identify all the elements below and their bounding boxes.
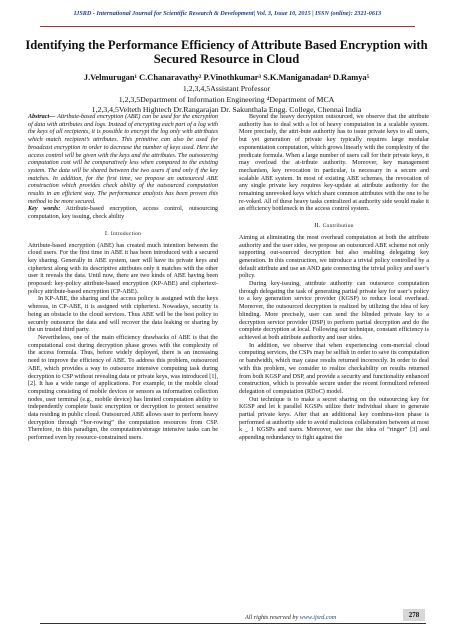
right-column [239,114,429,443]
keywords [28,206,218,221]
journal-url-link[interactable]: www.ijsrd.com [299,614,337,621]
body-paragraph: In addition, we observe that when experiencing com-mercial cloud computing services, the CSPs may be selfish in order to save its computation or bandwidth, which may cause results returned incorrectly. In order to deal with this problem, we consider to realize checkability on results returned from both KGSP and DSP, and provide a security and functionality enhanced construction, which is provable secure under the recent formulized refereed delegation of computation (RDoC) model. [239,342,429,395]
abstract-text: Attribute-based encryption (ABE) can be used for the encryption of data with attributes and logs. Instead of encrypting each part of a log with the keys of all recipients, it is possible to encrypt the log only with attributes which match recipient’s attributes. This primitive can also be used for broadcast encryption in order to decrease the number of keys used. Here the access control will be given with the keys and the attributes. The outsourcing computation cost will be comparatively less when compared to the existing system. The data will be shared between the two users if and only if the key matches. In addition, for the first time, we propose an outsourced ABE construction which provides check ability of the outsourced computation results in an efficient way. The performance analysis has been proven this method to be more secured. [28,114,218,205]
author-list: J.Velmurugan¹ C.Chanaravathy² P.Vinothkumar³ S.K.Maniganadan⁴ D.Ramya⁵ [83,73,370,82]
affiliation-line: 1,2,3,5Department of Information Engineering ⁴Department of MCA [118,94,335,104]
body-paragraph: Beyond the heavy decryption outsourced, we observe that the attribute authority has to deal with a lot of heavy computation in a scalable system. More precisely, the attri-bute authority has to issue private keys to all users, but yet generation of private key typically requires large modular exponentiation computation, which grows linearly with the complexity of the predicate formula. When a large number of users call for their private keys, it may overload the at-tribute authority. Moreover, key management mechanism, key revocation in particular, is necessary in a secure and scalable ABE system. In most of existing ABE schemes, the revocation of any single private key requires key-update at attribute authority for the remaining unrevoked keys which share common attributes with the one to be re-voked. All of these heavy tasks centralized at authority side would make it an efficiency bottleneck in the access control system. [239,114,429,213]
keywords-label: Key words: [28,206,61,213]
page-number: 278 [403,609,425,621]
left-column [28,114,218,443]
section-title: Introduction [110,230,142,237]
keywords-text: Attribute-based encryption, access control, outsourcing computation, key issuing, check ability [28,206,218,221]
journal-header [40,8,415,27]
body-paragraph: Attribute-based encryption (ABE) has created much intention between the cloud users. For the first time in ABE it has been introduced with a secured key sharing. Generally in ABE system, user will have its private keys and ciphertext along with its descriptive attributes only it matches with the other user it reveals the data. Until now, there are two kinds of ABE having been proposed: key-policy attribute-based encryption (KP-ABE) and ciphertext-policy attribute-based encryption (CP-ABE). [28,242,218,295]
body-paragraph: Nevertheless, one of the main efficiency drawbacks of ABE is that the computational cost during decryption phase grows with the complexity of the access formula. Thus, before widely deployed, there is an increasing need to improve the efficiency of ABE. To address this problem, outsourced ABE, which provides a way to outsource intensive computing task during decryption to CSP without revealing data or private keys, was introduced [1], [2]. It has a wide range of applications. For example, in the mobile cloud computing consisting of mobile devices or sensors as information collection nodes, user terminal (e.g., mobile device) has limited computation ability to independently complete basic encryption or decryption to protect sensitive data residing in public cloud. Outsourced ABE allows user to perform heavy decryption through “bor-rowing” the computation resources from CSP. Therefore, in this paradigm, the computation/storage intensive tasks can be performed even by resource-constrained users. [28,334,218,442]
abstract-label: Abstract— [28,114,56,120]
affiliation-line: 1,2,3,4,5Velteth Hightech Dr.Rangarajan Dr. Sakunthala Engg. College, Chennai India [91,105,362,115]
body-paragraph: Aiming at eliminating the most overhead computation at both the attribute authority and the user sides, we propose an outsourced ABE scheme not only supporting out-sourced decryption but also enabling delegating key generation. In this construction, we introduce a trivial policy controlled by a default attribute and use an AND gate connecting the trivial policy and user’s policy. [239,234,429,280]
section-title: Contribution [322,223,354,230]
section-number: I. [104,229,110,237]
footer-rights [245,614,336,621]
body-paragraph: In KP-ABE, the sharing and the access policy is assigned with the keys whereas, in CP-ABE, it is assigned with ciphertext. Nowadays, security is being an obstacle to the cloud services. Thus ABE will be the best policy to securely outsource the data and will recover the data leaking or sharing by the un trusted third party. [28,296,218,334]
abstract [28,114,218,206]
body-paragraph: During key-issuing, attribute authority can outsource computation through delegating the task of generating partial private key for user’s policy to a key generation service provider (KGSP) to reduce local overhead. Moreover, the outsourced decryption is realized by utilizing the idea of key blinding. More precisely, user can send the blinded private key to a decryption service provider (DSP) to perform partial decryption and do the complete decryption at local. Following our technique, constant efficiency is achieved at both attribute authority and user sides. [239,281,429,341]
section-number: II. [314,222,321,230]
footer-divider [40,623,426,624]
journal-header-text: IJSRD - International Journal for Scientific Research & Development| Vol. 3, Issue 10, 2015 | ISSN (online): 2321-0613 [73,10,382,17]
paper-title: Identifying the Performance Efficiency of Attribute Based Encryption with Secured Resource in Cloud [25,38,428,66]
section-heading-contribution [239,222,429,231]
section-heading-introduction [28,230,218,239]
footer-prefix: All rights reserved by [245,614,300,621]
affiliations [20,84,433,116]
affiliation-line: 1,2,3,4,5Assistant Professor [182,84,271,93]
body-paragraph: Out technique is to make a secret sharing on the outsourcing key for KGSP and let k parallel KGSPs utilize their individual share to generate partial private keys. After that an additional key combina-tion phase is performed at authority side to avoid malicious collaboration between at most k _ 1 KGSPs and users. Moreover, we use the idea of “ringer” [3] and appending redundancy to fight against the [239,396,429,442]
